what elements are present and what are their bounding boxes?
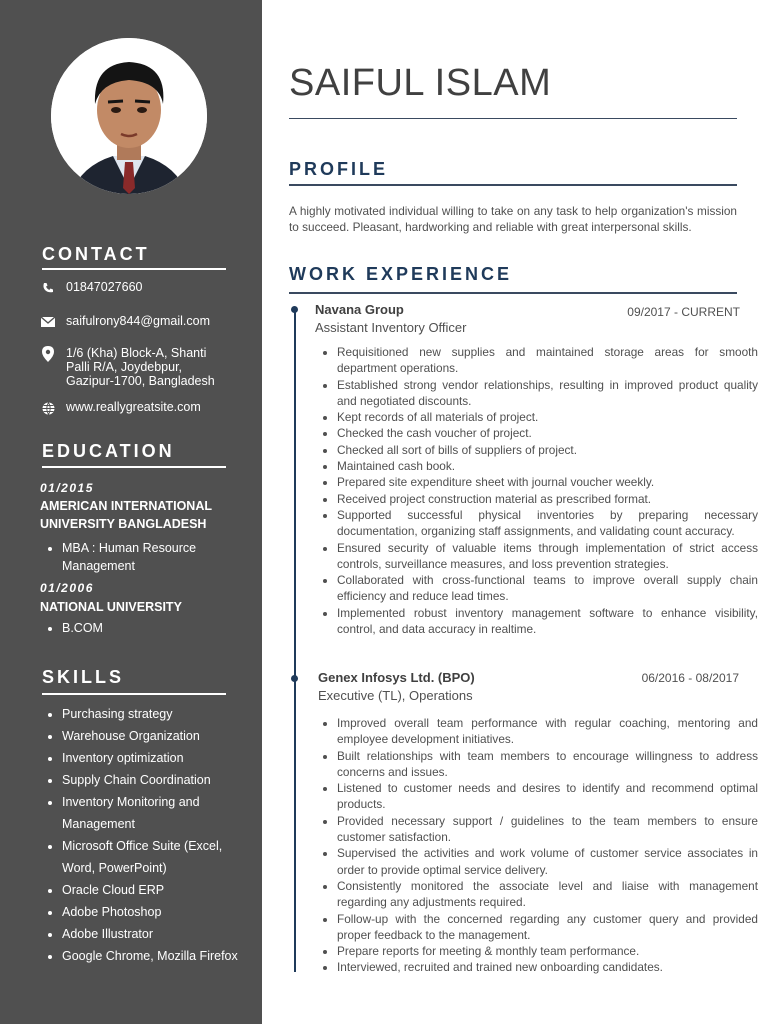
skills-list [44, 703, 247, 967]
skill-item: • Inventory Monitoring and Management [62, 791, 247, 835]
skill-item: • Adobe Illustrator [62, 923, 247, 945]
job-bullet: • Improved overall team performance with regular coaching, mentoring and employee development initiatives. [337, 715, 758, 748]
address-text: 1/6 (Kha) Block-A, Shanti Palli R/A, Joydebpur, Gazipur-1700, Bangladesh [66, 346, 215, 388]
email-address[interactable]: saifulrony844@gmail.com [66, 314, 211, 328]
job-dates: 09/2017 - CURRENT [627, 305, 740, 319]
job-bullet: • Checked the cash voucher of project. [337, 425, 758, 441]
job-company: Genex Infosys Ltd. (BPO) [318, 670, 475, 685]
skills-divider [42, 693, 226, 695]
job-dates: 06/2016 - 08/2017 [641, 671, 739, 685]
skill-item: • Supply Chain Coordination [62, 769, 247, 791]
job-title: Assistant Inventory Officer [315, 320, 467, 335]
location-pin-icon [40, 346, 56, 362]
timeline-dot [291, 306, 298, 313]
sidebar [0, 0, 262, 1024]
job-bullet: • Supported successful physical inventories by preparing necessary documentation, organizing staff assignments, and validating count accuracy. [337, 507, 758, 540]
job-bullet: • Collaborated with cross-functional teams to improve overall supply chain efficiency and reduce lead times. [337, 572, 758, 605]
skill-item: • Oracle Cloud ERP [62, 879, 247, 901]
contact-email [40, 314, 226, 330]
contact-phone [40, 280, 226, 296]
education-heading: EDUCATION [42, 441, 175, 461]
contact-heading: CONTACT [42, 244, 150, 264]
experience-heading: WORK EXPERIENCE [289, 264, 513, 284]
job-responsibilities [320, 715, 758, 976]
phone-number[interactable]: 01847027660 [66, 280, 143, 294]
skill-item: • Microsoft Office Suite (Excel, Word, PowerPoint) [62, 835, 247, 879]
job-bullet: • Kept records of all materials of project. [337, 409, 758, 425]
skill-item: • Warehouse Organization [62, 725, 247, 747]
email-icon [40, 314, 56, 330]
education-divider [42, 466, 226, 468]
job-bullet: • Provided necessary support / guidelines to the team members to ensure customer satisfaction. [337, 813, 758, 846]
contact-website [40, 400, 226, 416]
name-divider [289, 118, 737, 119]
education-degree: • MBA : Human Resource Management [62, 539, 247, 575]
education-institution: NATIONAL UNIVERSITY [40, 600, 182, 614]
skills-heading: SKILLS [42, 667, 125, 687]
education-institution: AMERICAN INTERNATIONAL UNIVERSITY BANGLADESH [40, 499, 212, 531]
job-bullet: • Interviewed, recruited and trained new onboarding candidates. [337, 959, 758, 975]
job-company: Navana Group [315, 302, 404, 317]
skill-item: • Google Chrome, Mozilla Firefox [62, 945, 247, 967]
profile-divider [289, 184, 737, 186]
job-bullet: • Established strong vendor relationships, resulting in improved product quality and negotiated discounts. [337, 377, 758, 410]
contact-address [40, 346, 226, 388]
skill-item: • Inventory optimization [62, 747, 247, 769]
job-bullet: • Maintained cash book. [337, 458, 758, 474]
job-bullet: • Implemented robust inventory management software to enhance visibility, control, and data accuracy in realtime. [337, 605, 758, 638]
job-bullet: • Listened to customer needs and desires to identify and recommend optimal products. [337, 780, 758, 813]
phone-icon [40, 280, 56, 296]
education-degree-list [44, 539, 247, 575]
job-responsibilities [320, 344, 758, 637]
education-degree: • B.COM [62, 619, 247, 637]
job-bullet: • Consistently monitored the associate level and liaise with management regarding any adjustments required. [337, 878, 758, 911]
education-date: 01/2006 [40, 581, 94, 595]
experience-divider [289, 292, 737, 294]
education-degree-list [44, 619, 247, 637]
job-bullet: • Prepare reports for meeting & monthly team performance. [337, 943, 758, 959]
job-bullet: • Requisitioned new supplies and maintained storage areas for smooth department operations. [337, 344, 758, 377]
experience-timeline [294, 308, 296, 972]
candidate-name: SAIFUL ISLAM [289, 62, 552, 104]
job-bullet: • Supervised the activities and work volume of customer service associates in order to provide optimal service delivery. [337, 845, 758, 878]
profile-summary: A highly motivated individual willing to take on any task to help organization's mission to succeed. Pleasant, hardworking and reliable with great interpersonal skills. [289, 204, 737, 234]
avatar [51, 38, 207, 194]
website-link[interactable]: www.reallygreatsite.com [66, 400, 201, 414]
timeline-dot [291, 675, 298, 682]
profile-heading: PROFILE [289, 159, 389, 179]
job-bullet: • Checked all sort of bills of suppliers of project. [337, 442, 758, 458]
job-bullet: • Ensured security of valuable items through implementation of strict access controls, surveillance measures, and loss prevention strategies. [337, 540, 758, 573]
globe-icon [40, 400, 56, 416]
job-bullet: • Follow-up with the concerned regarding any customer query and provided proper feedback to the management. [337, 911, 758, 944]
job-bullet: • Built relationships with team members to encourage willingness to address concerns and issues. [337, 748, 758, 781]
education-date: 01/2015 [40, 481, 94, 495]
contact-divider [42, 268, 226, 270]
job-title: Executive (TL), Operations [318, 688, 473, 703]
job-bullet: • Received project construction material as prescribed format. [337, 491, 758, 507]
skill-item: • Adobe Photoshop [62, 901, 247, 923]
skill-item: • Purchasing strategy [62, 703, 247, 725]
job-bullet: • Prepared site expenditure sheet with journal voucher weekly. [337, 474, 758, 490]
